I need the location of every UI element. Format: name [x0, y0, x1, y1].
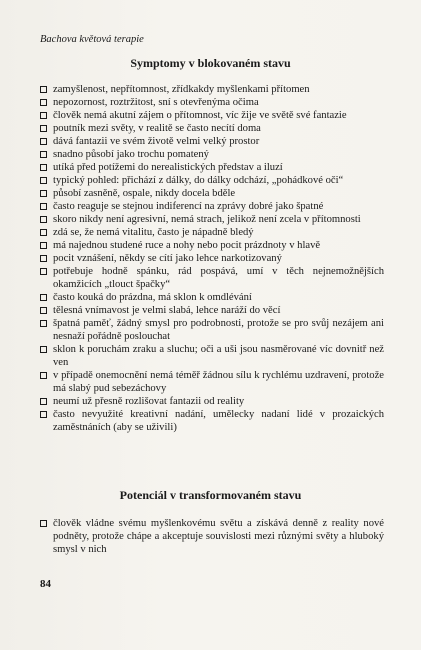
list-item	[40, 369, 384, 395]
list-item	[40, 317, 384, 343]
section-title-symptoms: Symptomy v blokovaném stavu	[130, 56, 291, 70]
list-item	[40, 239, 384, 252]
list-item-text: tělesná vnímavost je velmi slabá, lehce naráží do věcí	[53, 305, 281, 316]
checkbox-square-icon	[40, 411, 47, 418]
list-item-text: sklon k poruchám zraku a sluchu; oči a uši jsou nasměrované víc dovnitř než ven	[53, 344, 384, 368]
symptoms-list	[40, 83, 384, 434]
checkbox-square-icon	[40, 112, 47, 119]
list-item	[40, 148, 384, 161]
list-item-text: poutník mezi světy, v realitě se často necítí doma	[53, 123, 261, 134]
list-item-text: má najednou studené ruce a nohy nebo pocit prázdnoty v hlavě	[53, 240, 321, 251]
list-item-text: potřebuje hodně spánku, rád pospává, umí v těch nejnemožnějších okamžicích „tlouct špačky“	[53, 266, 384, 290]
checkbox-square-icon	[40, 177, 47, 184]
list-item-text: často kouká do prázdna, má sklon k omdlévání	[53, 292, 252, 303]
checkbox-square-icon	[40, 242, 47, 249]
list-item-text: často nevyužité kreativní nadání, umělecky nadaní lidé v prozaických zaměstnáních (aby se uživili)	[53, 409, 384, 433]
list-item-text: utíká před potížemi do nerealistických představ a iluzí	[53, 162, 283, 173]
checkbox-square-icon	[40, 320, 47, 327]
list-item-text: typický pohled: přichází z dálky, do dálky odchází, „pohádkové oči“	[53, 175, 344, 186]
checkbox-square-icon	[40, 190, 47, 197]
checkbox-square-icon	[40, 372, 47, 379]
checkbox-square-icon	[40, 229, 47, 236]
checkbox-square-icon	[40, 255, 47, 262]
list-item-text: člověk nemá akutní zájem o přítomnost, víc žije ve světě své fantazie	[53, 110, 347, 121]
checkbox-square-icon	[40, 307, 47, 314]
list-item	[40, 187, 384, 200]
checkbox-square-icon	[40, 268, 47, 275]
list-item-text: zamyšlenost, nepřítomnost, zřídkakdy myšlenkami přítomen	[53, 84, 310, 95]
list-item-text: nepozornost, roztržitost, sní s otevřenýma očima	[53, 97, 259, 108]
list-item	[40, 161, 384, 174]
checkbox-square-icon	[40, 346, 47, 353]
list-item	[40, 517, 384, 556]
section-title-potential: Potenciál v transformovaném stavu	[119, 488, 302, 502]
list-item-text: neumí už přesně rozlišovat fantazii od reality	[53, 396, 245, 407]
list-item-text: člověk vládne svému myšlenkovému světu a získává denně z reality nové podněty, protože chápe a akceptuje souvislosti mezi různými světy a hluboký smysl v nich	[53, 518, 384, 555]
list-item	[40, 213, 384, 226]
list-item	[40, 343, 384, 369]
list-item-text: snadno působí jako trochu pomatený	[53, 149, 209, 160]
list-item-text: skoro nikdy není agresivní, nemá strach, jelikož není zcela v přítomnosti	[53, 214, 361, 225]
checkbox-square-icon	[40, 138, 47, 145]
list-item	[40, 304, 384, 317]
checkbox-square-icon	[40, 520, 47, 527]
checkbox-square-icon	[40, 203, 47, 210]
checkbox-square-icon	[40, 216, 47, 223]
running-head: Bachova květová terapie	[40, 34, 144, 45]
checkbox-square-icon	[40, 151, 47, 158]
list-item	[40, 96, 384, 109]
list-item	[40, 252, 384, 265]
list-item	[40, 200, 384, 213]
list-item	[40, 226, 384, 239]
list-item-text: zdá se, že nemá vitalitu, často je nápadně bledý	[53, 227, 254, 238]
list-item-text: špatná paměť, žádný smysl pro podrobnosti, protože se pro svůj nezájem ani nesnaží pořádně poslouchat	[53, 318, 384, 342]
list-item-text: v případě onemocnění nemá téměř žádnou sílu k rychlému uzdravení, protože má slabý pud sebezáchovy	[53, 370, 384, 394]
list-item	[40, 408, 384, 434]
checkbox-square-icon	[40, 294, 47, 301]
list-item-text: dává fantazii ve svém životě velmi velký prostor	[53, 136, 260, 147]
list-item	[40, 174, 384, 187]
list-item-text: pocit vznášení, někdy se cítí jako lehce narkotizovaný	[53, 253, 282, 264]
list-item-text: často reaguje se stejnou indiferencí na zprávy dobré jako špatné	[53, 201, 324, 212]
checkbox-square-icon	[40, 398, 47, 405]
list-item-text: působí zasněně, ospale, nikdy docela bděle	[53, 188, 236, 199]
checkbox-square-icon	[40, 99, 47, 106]
list-item	[40, 135, 384, 148]
list-item	[40, 265, 384, 291]
list-item	[40, 83, 384, 96]
checkbox-square-icon	[40, 125, 47, 132]
checkbox-square-icon	[40, 164, 47, 171]
list-item	[40, 122, 384, 135]
checkbox-square-icon	[40, 86, 47, 93]
list-item	[40, 109, 384, 122]
page-number: 84	[40, 578, 51, 590]
list-item	[40, 395, 384, 408]
list-item	[40, 291, 384, 304]
potential-list	[40, 517, 384, 556]
